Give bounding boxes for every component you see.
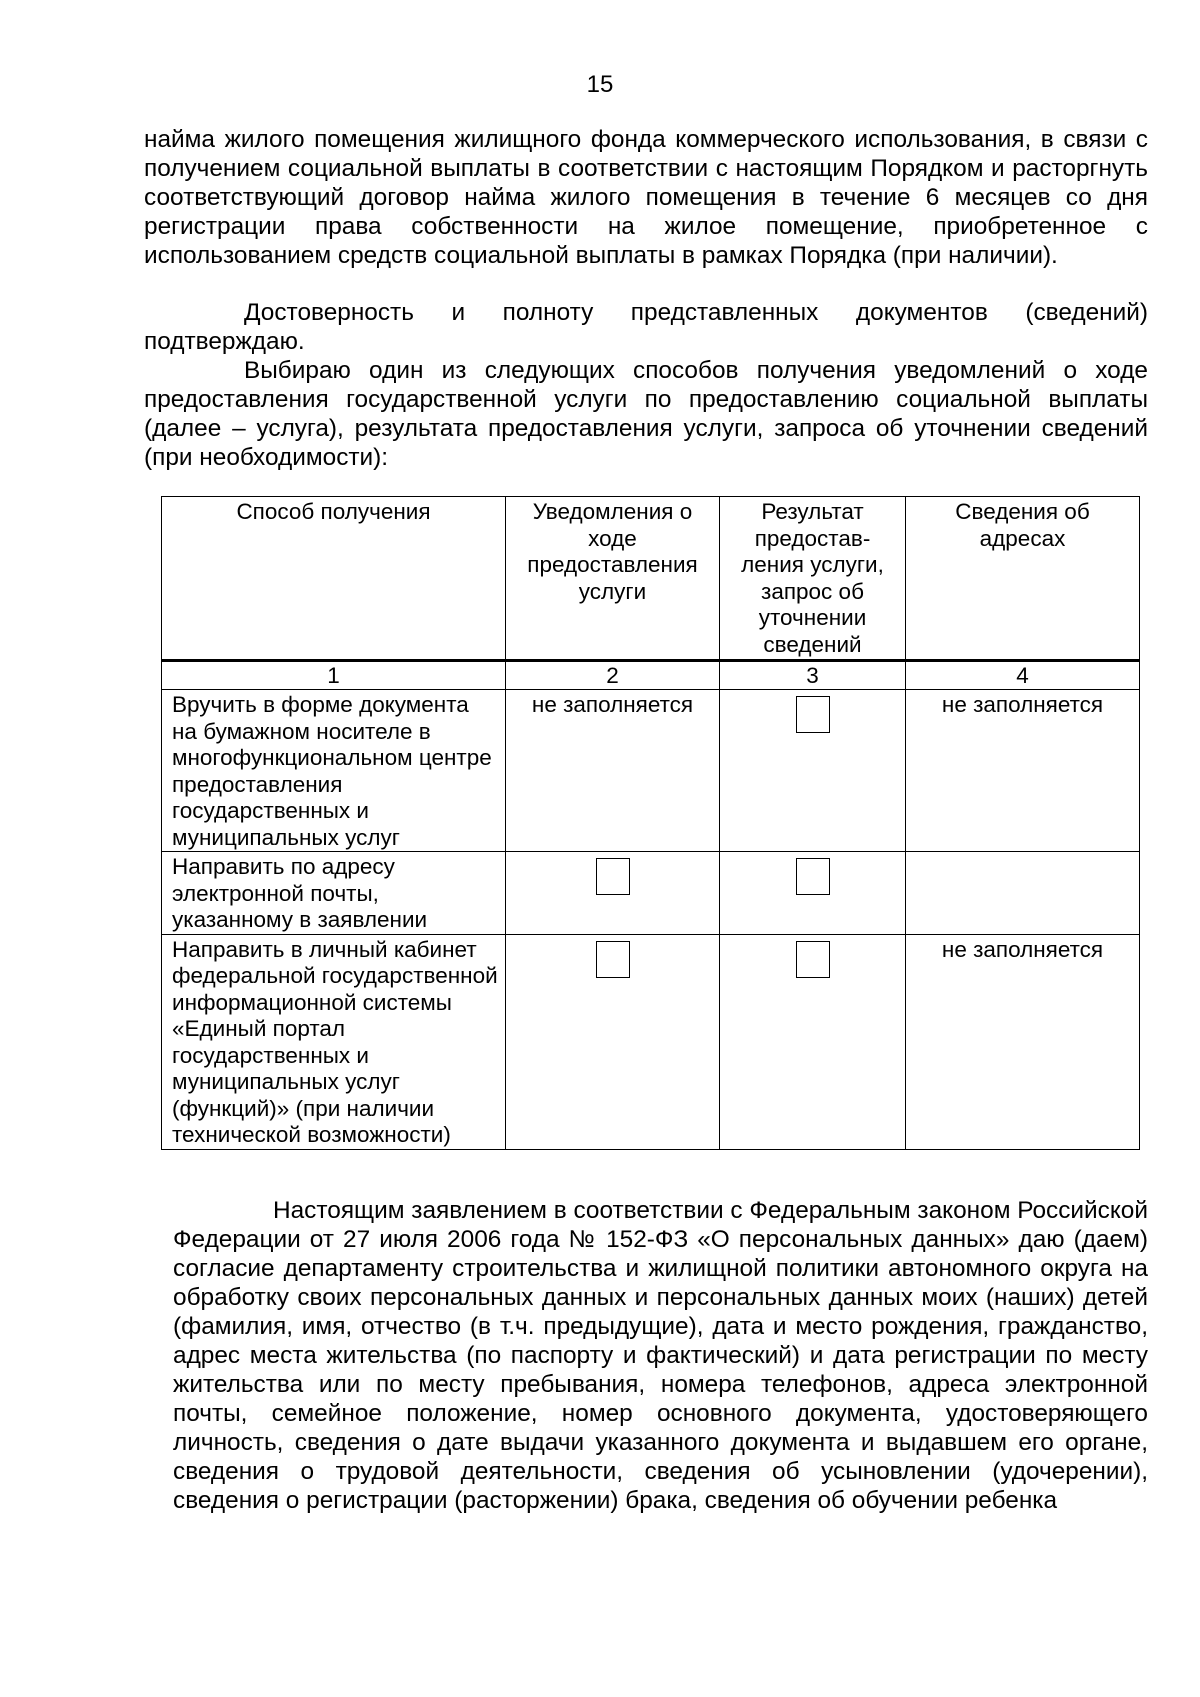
table-number-row — [162, 661, 1140, 690]
notifications-email-checkbox[interactable] — [596, 858, 630, 895]
method-epgu-cabinet: Направить в личный кабинет федеральной государственной информационной системы «Единый портал государственных и муниципальных услуг (функций)» (при наличии технической возможности) — [162, 934, 506, 1149]
header-notifications: Уведомления о ходе предоставления услуги — [506, 497, 720, 661]
cell-not-filled: не заполняется — [506, 690, 720, 852]
cell-checkbox — [720, 934, 906, 1149]
method-paper-mfc: Вручить в форме документа на бумажном носителе в многофункциональном центре предоставления государственных и муниципальных услуг — [162, 690, 506, 852]
column-number: 3 — [720, 661, 906, 690]
header-method: Способ получения — [162, 497, 506, 661]
result-epgu-checkbox[interactable] — [796, 941, 830, 978]
cell-checkbox — [506, 934, 720, 1149]
table-header-row — [162, 497, 1140, 661]
result-email-checkbox[interactable] — [796, 858, 830, 895]
header-addresses: Сведения об адресах — [906, 497, 1140, 661]
paragraph-personal-data-consent: Настоящим заявлением в соответствии с Федеральным законом Российской Федерации от 27 июля 2006 года № 152-ФЗ «О персональных данных» даю (даем) согласие департаменту строительства и жилищной политики автономного округа на обработку своих персональных данных и персональных данных моих (наших) детей (фамилия, имя, отчество (в т.ч. предыдущие), дата и место рождения, гражданство, адрес места жительства (по паспорту и фактический) и дата регистрации по месту жительства или по месту пребывания, номера телефонов, адреса электронной почты, семейное положение, номер основного документа, удостоверяющего личность, сведения о дате выдачи указанного документа и выдавшем его органе, сведения о трудовой деятельности, сведения об усыновлении (удочерении), сведения о регистрации (расторжении) брака, сведения об обучении ребенка — [173, 1197, 1148, 1514]
column-number: 1 — [162, 661, 506, 690]
cell-not-filled: не заполняется — [906, 934, 1140, 1149]
method-email: Направить по адресу электронной почты, указанному в заявлении — [162, 852, 506, 935]
column-number: 2 — [506, 661, 720, 690]
email-address-cell[interactable] — [906, 852, 1140, 935]
cell-checkbox — [720, 852, 906, 935]
header-result: Результат предостав-ления услуги, запрос об уточнении сведений — [720, 497, 906, 661]
cell-not-filled: не заполняется — [906, 690, 1140, 852]
result-paper-checkbox[interactable] — [796, 696, 830, 733]
table-row — [162, 690, 1140, 852]
table-row — [162, 934, 1140, 1149]
table-row — [162, 852, 1140, 935]
page-number: 15 — [586, 71, 614, 98]
paragraph-confirmation: Достоверность и полноту представленных документов (сведений) подтверждаю. — [144, 299, 1148, 355]
column-number: 4 — [906, 661, 1140, 690]
paragraph-notification-choice: Выбираю один из следующих способов получения уведомлений о ходе предоставления государственной услуги по предоставлению социальной выплаты (далее – услуга), результата предоставления услуги, запроса об уточнении сведений (при необходимости): — [144, 357, 1148, 471]
paragraph-intro-continuation: найма жилого помещения жилищного фонда коммерческого использования, в связи с получением социальной выплаты в соответствии с настоящим Порядком и расторгнуть соответствующий договор найма жилого помещения в течение 6 месяцев со дня регистрации права собственности на жилое помещение, приобретенное с использованием средств социальной выплаты в рамках Порядка (при наличии). — [144, 126, 1148, 269]
cell-checkbox — [506, 852, 720, 935]
notifications-epgu-checkbox[interactable] — [596, 941, 630, 978]
cell-checkbox — [720, 690, 906, 852]
notification-method-table — [161, 496, 1140, 1150]
